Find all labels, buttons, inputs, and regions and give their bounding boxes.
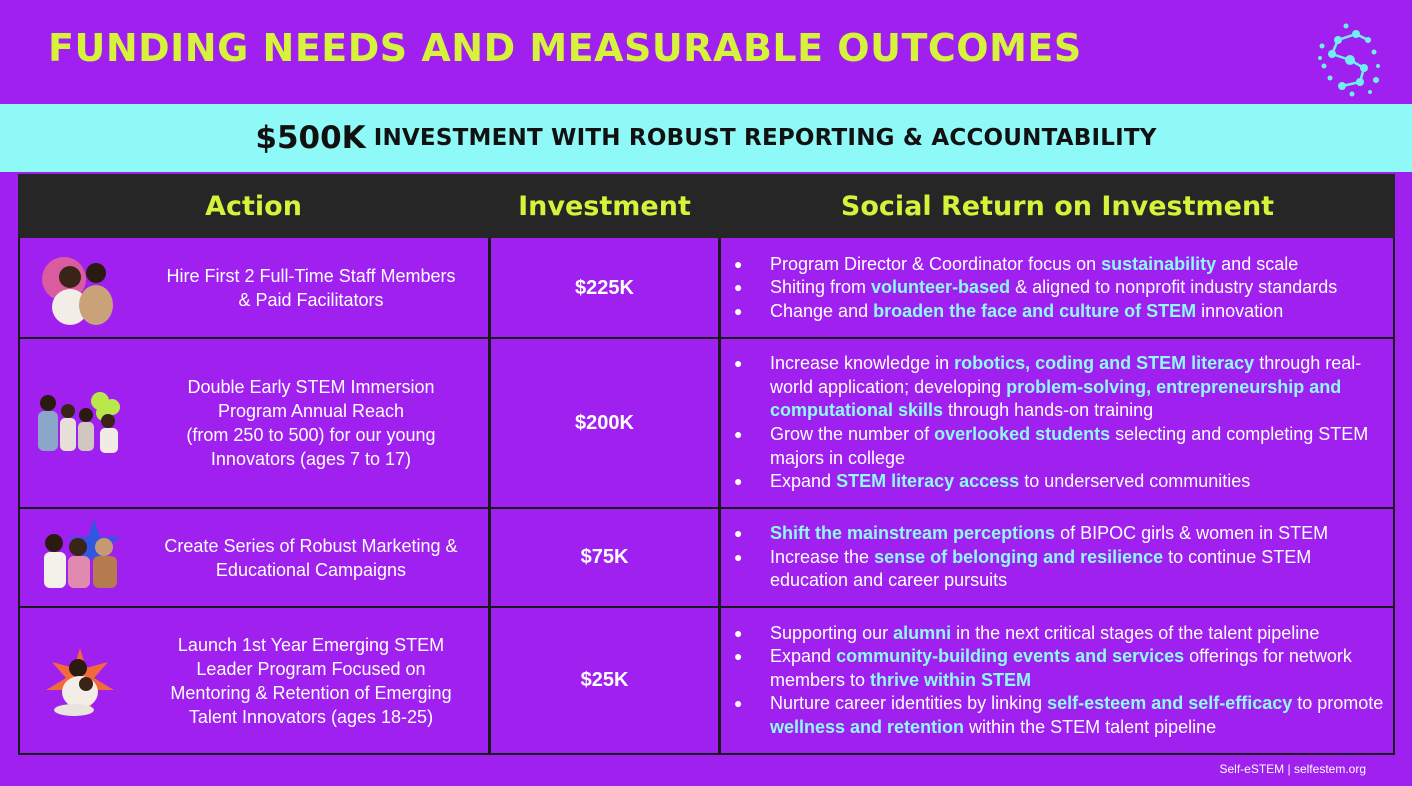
roi-cell — [720, 239, 1395, 337]
action-line: Hire First 2 Full-Time Staff Members — [166, 266, 456, 286]
action-cell — [18, 339, 489, 507]
bullet-segment: Grow the number of — [770, 424, 935, 444]
footer — [1219, 762, 1366, 776]
campaign-photo-icon — [34, 517, 126, 593]
highlight-text: broaden the face and culture of STEM — [873, 300, 1197, 321]
page-title: FUNDING NEEDS AND MEASURABLE OUTCOMES — [48, 26, 1082, 70]
bullet-segment: Shiting from — [770, 277, 872, 298]
bullet-text — [770, 253, 1385, 277]
highlight-text: self-esteem and self-efficacy — [1047, 693, 1293, 714]
self-estem-logo-icon — [1316, 22, 1384, 98]
mentoring-photo-icon — [34, 644, 126, 720]
roi-bullet — [734, 276, 1385, 300]
action-text — [146, 608, 476, 753]
action-text — [146, 509, 476, 606]
action-line: Talent Innovators (ages 18-25) — [188, 706, 434, 727]
footer-separator: | — [1284, 762, 1294, 776]
roi-bullet — [734, 253, 1385, 277]
highlight-text: overlooked students — [934, 424, 1111, 444]
bullet-text — [770, 622, 1385, 646]
bullet-segment: of BIPOC girls & women in STEM — [1055, 523, 1329, 544]
table-row — [18, 608, 1395, 753]
bullet-dot-icon: ● — [734, 473, 743, 490]
action-line: Mentoring & Retention of Emerging — [170, 682, 452, 703]
bullet-segment: to promote — [1292, 693, 1384, 714]
bullet-text — [770, 276, 1385, 300]
investment-value: $200K — [575, 411, 634, 434]
bullet-segment: to underserved communities — [1019, 471, 1251, 492]
bullet-segment: through hands-on training — [943, 400, 1154, 421]
staff-photo-icon — [34, 251, 126, 327]
bullet-text — [770, 522, 1385, 546]
highlight-text: wellness and retention — [770, 716, 965, 737]
bullet-segment: innovation — [1196, 300, 1284, 321]
students-photo-icon — [34, 385, 126, 461]
action-cell — [18, 509, 489, 606]
action-line: (from 250 to 500) for our young — [186, 425, 436, 445]
bullet-dot-icon: ● — [734, 302, 743, 319]
roi-bullet — [734, 546, 1385, 593]
bullet-dot-icon: ● — [734, 525, 743, 542]
bullet-segment: Nurture career identities by linking — [770, 693, 1048, 714]
bullet-text — [770, 352, 1385, 423]
bullet-text — [770, 300, 1385, 324]
highlight-text: sense of belonging and resilience — [874, 546, 1164, 567]
column-header-roi: Social Return on Investment — [840, 190, 1275, 222]
bullet-segment: in the next critical stages of the talent pipeline — [951, 622, 1320, 643]
action-line: Innovators (ages 7 to 17) — [210, 449, 412, 469]
roi-cell — [720, 608, 1395, 753]
roi-bullet — [734, 300, 1385, 324]
investment-value: $75K — [580, 546, 629, 568]
roi-cell — [720, 339, 1395, 507]
bullet-dot-icon: ● — [734, 548, 743, 565]
highlight-text: sustainability — [1101, 253, 1217, 274]
action-text — [146, 239, 476, 337]
bullet-segment: Change and — [770, 300, 874, 321]
bullet-text — [770, 470, 1385, 494]
bullet-segment: selecting and completing STEM majors in college — [770, 424, 1369, 468]
investment-value: $25K — [580, 669, 629, 691]
highlight-text: robotics, coding and STEM literacy — [954, 353, 1255, 374]
bullet-segment: Supporting our — [770, 622, 894, 643]
table-row — [18, 339, 1395, 507]
bullet-segment: to continue STEM education and career pursuits — [770, 546, 1312, 591]
action-line: Create Series of Robust Marketing & — [164, 535, 458, 556]
footer-brand: Self-eSTEM — [1219, 762, 1285, 776]
footer-url: selfestem.org — [1293, 762, 1366, 776]
roi-bullet — [734, 470, 1385, 494]
column-header-investment: Investment — [518, 190, 691, 222]
bullet-dot-icon: ● — [734, 355, 743, 372]
highlight-text: Shift the mainstream perceptions — [770, 523, 1056, 544]
bullet-text — [770, 546, 1385, 593]
highlight-text: volunteer-based — [871, 277, 1011, 298]
roi-bullet — [734, 352, 1385, 423]
action-line: & Paid Facilitators — [238, 290, 384, 310]
investment-value: $225K — [575, 276, 634, 299]
bullet-segment: Expand — [770, 646, 837, 667]
bullet-dot-icon: ● — [734, 426, 743, 442]
highlight-text: thrive within STEM — [870, 669, 1032, 690]
table-row — [18, 239, 1395, 337]
action-text — [146, 339, 476, 507]
investment-banner — [0, 104, 1412, 172]
roi-bullet — [734, 622, 1385, 646]
roi-bullet — [734, 423, 1385, 470]
column-header-action: Action — [205, 190, 302, 222]
bullet-text — [770, 692, 1385, 739]
action-line: Educational Campaigns — [215, 559, 407, 580]
grid-line — [18, 753, 1395, 755]
bullet-segment: and scale — [1216, 253, 1299, 274]
bullet-dot-icon: ● — [734, 255, 743, 272]
bullet-text — [770, 645, 1385, 692]
bullet-segment: & aligned to nonprofit industry standards — [1010, 277, 1338, 298]
bullet-dot-icon: ● — [734, 279, 743, 296]
action-line: Program Annual Reach — [217, 401, 405, 421]
bullet-segment: through real-world application; developing — [770, 353, 1362, 397]
bullet-dot-icon: ● — [734, 648, 743, 665]
bullet-segment: offerings for network members to — [770, 646, 1352, 690]
highlight-text: STEM literacy access — [836, 471, 1020, 492]
funding-table — [18, 174, 1395, 755]
highlight-text: problem-solving, entrepreneurship and computational skills — [770, 376, 1342, 421]
bullet-dot-icon: ● — [734, 624, 743, 641]
bullet-segment: Increase knowledge in — [770, 353, 955, 374]
table-header — [18, 174, 1395, 238]
banner-text: INVESTMENT WITH ROBUST REPORTING & ACCOUNTABILITY — [373, 125, 1157, 151]
action-line: Launch 1st Year Emerging STEM — [177, 634, 445, 655]
bullet-segment: within the STEM talent pipeline — [964, 716, 1217, 737]
bullet-segment: Program Director & Coordinator focus on — [770, 253, 1102, 274]
action-line: Double Early STEM Immersion — [187, 377, 435, 397]
roi-bullet — [734, 692, 1385, 739]
action-cell — [18, 608, 489, 753]
bullet-segment: Expand — [770, 471, 837, 492]
roi-bullet — [734, 645, 1385, 692]
bullet-text — [770, 423, 1385, 470]
action-cell — [18, 239, 489, 337]
bullet-segment: Increase the — [770, 546, 875, 567]
highlight-text: alumni — [893, 622, 952, 643]
roi-cell — [720, 509, 1395, 606]
roi-bullet — [734, 522, 1385, 546]
banner-amount: $500K — [255, 120, 366, 156]
bullet-dot-icon: ● — [734, 695, 743, 712]
highlight-text: community-building events and services — [836, 646, 1185, 667]
table-row — [18, 509, 1395, 606]
action-line: Leader Program Focused on — [196, 658, 426, 679]
